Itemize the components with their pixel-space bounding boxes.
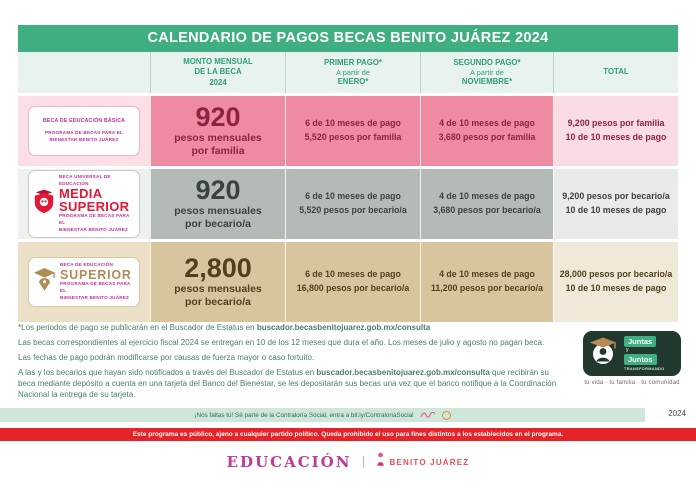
amount-value: 920 xyxy=(195,175,241,206)
program-card-media xyxy=(28,170,140,237)
program-cell-basica xyxy=(18,96,150,166)
amount-per: por becario/a xyxy=(185,296,251,309)
program-subtitle1-media: PROGRAMA DE BECAS PARA EL xyxy=(59,212,130,225)
header-monto-line3: 2024 xyxy=(209,77,227,87)
footer-divider xyxy=(363,456,364,468)
person-icon xyxy=(376,452,385,472)
contraloria-strip xyxy=(0,408,645,422)
footnote-1-url: buscador.becasbenitojuarez.gob.mx/consulta xyxy=(256,323,431,332)
first-payment-months: 6 de 10 meses de pago xyxy=(305,118,401,129)
second-payment-cell-basica xyxy=(420,96,553,166)
header-segundo-line2: A partir de xyxy=(470,67,504,77)
amount-value: 920 xyxy=(195,102,241,133)
benito-juarez-text: BENITO JUÁREZ xyxy=(389,457,470,467)
first-payment-cell-superior xyxy=(285,242,420,322)
program-big-media-line1: MEDIA xyxy=(59,186,103,202)
header-segundo-line3: NOVIEMBRE* xyxy=(461,77,513,87)
footnote-2 xyxy=(18,337,566,348)
amount-unit: pesos mensuales xyxy=(174,282,262,295)
header-monto-line1: MONTO MENSUAL xyxy=(183,57,253,67)
total-amount: 9,200 pesos por familia xyxy=(567,118,665,129)
header-segundo-line1: SEGUNDO PAGO* xyxy=(453,57,521,67)
header-primer-pago xyxy=(285,52,420,93)
amount-cell-superior xyxy=(150,242,285,322)
table-header-row xyxy=(18,52,678,93)
header-empty-cell xyxy=(18,52,150,93)
table-row-basica xyxy=(18,96,678,166)
total-cell-superior xyxy=(553,242,678,322)
header-segundo-pago xyxy=(420,52,553,93)
footnote-1 xyxy=(18,322,566,333)
footer-logos xyxy=(0,452,696,472)
contraloria-text: ¡Nos faltas tú! Sé parte de la Contraloría Social, entra a bit.ly/ContraloriaSocial xyxy=(194,411,414,419)
first-payment-amount: 16,800 pesos por becario/a xyxy=(296,283,410,293)
juntas-badge-box xyxy=(583,331,681,376)
program-big-superior: SUPERIOR xyxy=(60,267,132,282)
amount-value: 2,800 xyxy=(184,253,252,284)
second-payment-amount: 3,680 pesos por familia xyxy=(438,132,536,142)
footnote-4-url: buscador.becasbenitojuarez.gob.mx/consulta xyxy=(316,368,490,378)
header-primer-line3: ENERO* xyxy=(337,77,369,87)
table-row-media-superior xyxy=(18,169,678,239)
payments-table xyxy=(18,25,678,322)
footnote-3 xyxy=(18,352,566,363)
total-amount: 9,200 pesos por becario/a xyxy=(562,191,670,202)
second-payment-months: 4 de 10 meses de pago xyxy=(439,191,535,202)
footnote-3-text: Las fechas de pago podrán modificarse por causas de fuerza mayor o caso fortuito. xyxy=(18,353,315,363)
first-payment-months: 6 de 10 meses de pago xyxy=(305,191,401,202)
educacion-logo: EDUCACIÓN xyxy=(226,453,352,471)
header-monto xyxy=(150,52,285,93)
second-payment-months: 4 de 10 meses de pago xyxy=(439,269,535,280)
total-amount: 28,000 pesos por becario/a xyxy=(559,269,673,280)
footnote-1-text: *Los periodos de pago se publicarán en el Buscador de Estatus en xyxy=(18,323,257,332)
amount-cell-basica xyxy=(150,96,285,166)
circular-logo-icon xyxy=(442,411,451,420)
juntas-tagline: tu vida · tu familia · tu comunidad xyxy=(584,380,680,386)
superior-cap-icon xyxy=(33,267,56,297)
second-payment-amount: 11,200 pesos por becario/a xyxy=(431,283,543,293)
footnote-4-post: que recibirán su beca mediante depósito a cuenta en una tarjeta del Banco del Bienestar, se les depositarán sus becas una vez que el banco notifique a la Coordinación Nacional la entrega de su tarjeta. xyxy=(18,368,557,400)
benito-juarez-logo xyxy=(376,452,469,472)
program-name-superior: BECA DE EDUCACIÓN xyxy=(60,261,113,267)
graduation-cap-person-icon xyxy=(589,336,619,371)
transformando-word: TRANSFORMANDO xyxy=(624,367,665,371)
program-subtitle1-superior: PROGRAMA DE BECAS PARA EL xyxy=(60,281,131,294)
program-name-media: BECA UNIVERSAL DE EDUCACIÓN xyxy=(59,174,111,187)
program-subtitle1-basica: PROGRAMA DE BECAS PARA EL xyxy=(44,130,124,136)
program-card-superior xyxy=(28,257,140,307)
program-big-media-line2: SUPERIOR xyxy=(59,198,130,214)
juntos-word: Juntos xyxy=(624,354,657,365)
first-payment-months: 6 de 10 meses de pago xyxy=(305,269,401,280)
signature-icon xyxy=(420,406,436,424)
media-superior-shield-icon xyxy=(33,189,55,219)
program-cell-superior xyxy=(18,242,150,322)
legal-text: Este programa es público, ajeno a cualquier partido político. Queda prohibido el uso para fines distintos a los establecidos en el programa. xyxy=(132,431,564,438)
amount-unit: pesos mensuales xyxy=(174,204,262,217)
amount-unit: pesos mensuales xyxy=(174,131,262,144)
second-payment-amount: 3,680 pesos por becario/a xyxy=(433,205,541,215)
juntas-word: Juntas xyxy=(624,336,656,347)
juntas-juntos-logo xyxy=(580,331,684,386)
legal-strip xyxy=(0,428,696,441)
y-word: y xyxy=(626,347,629,353)
header-primer-line1: PRIMER PAGO* xyxy=(324,57,382,67)
amount-per: por familia xyxy=(191,145,245,158)
total-months: 10 de 10 meses de pago xyxy=(565,283,667,293)
page-title: CALENDARIO DE PAGOS BECAS BENITO JUÁREZ 2024 xyxy=(18,25,678,52)
header-total xyxy=(553,52,678,93)
footnote-4 xyxy=(18,367,566,400)
second-payment-months: 4 de 10 meses de pago xyxy=(439,118,535,129)
program-card-basica xyxy=(28,106,140,156)
header-total-label: TOTAL xyxy=(603,67,629,77)
total-months: 10 de 10 meses de pago xyxy=(565,132,667,142)
first-payment-cell-basica xyxy=(285,96,420,166)
program-subtitle2-basica: BIENESTAR BENITO JUÁREZ xyxy=(49,137,119,142)
total-cell-media xyxy=(553,169,678,239)
program-cell-media xyxy=(18,169,150,239)
total-months: 10 de 10 meses de pago xyxy=(565,205,667,215)
first-payment-amount: 5,520 pesos por becario/a xyxy=(299,205,407,215)
footnote-2-text: Las becas correspondientes al ejercicio fiscal 2024 se entregan en 10 de los 12 meses que dura el año. Los meses de julio y agosto no pagan beca. xyxy=(18,338,545,348)
footnotes xyxy=(18,322,566,404)
first-payment-cell-media xyxy=(285,169,420,239)
total-cell-basica xyxy=(553,96,678,166)
program-subtitle2-superior: BIENESTAR BENITO JUÁREZ xyxy=(60,295,130,301)
second-payment-cell-media xyxy=(420,169,553,239)
year-label: 2024 xyxy=(668,409,686,418)
second-payment-cell-superior xyxy=(420,242,553,322)
amount-cell-media xyxy=(150,169,285,239)
amount-per: por becario/a xyxy=(185,218,251,231)
first-payment-amount: 5,520 pesos por familia xyxy=(304,132,402,142)
header-primer-line2: A partir de xyxy=(336,67,370,77)
table-row-superior xyxy=(18,242,678,322)
footnote-4-text: A las y los becarios que hayan sido notificados a través del Buscador de Estatus en xyxy=(18,368,317,378)
program-name-basica: BECA DE EDUCACIÓN BÁSICA xyxy=(42,118,126,125)
program-subtitle2-media: BIENESTAR BENITO JUÁREZ xyxy=(59,226,129,232)
header-monto-line2: DE LA BECA xyxy=(194,67,242,77)
